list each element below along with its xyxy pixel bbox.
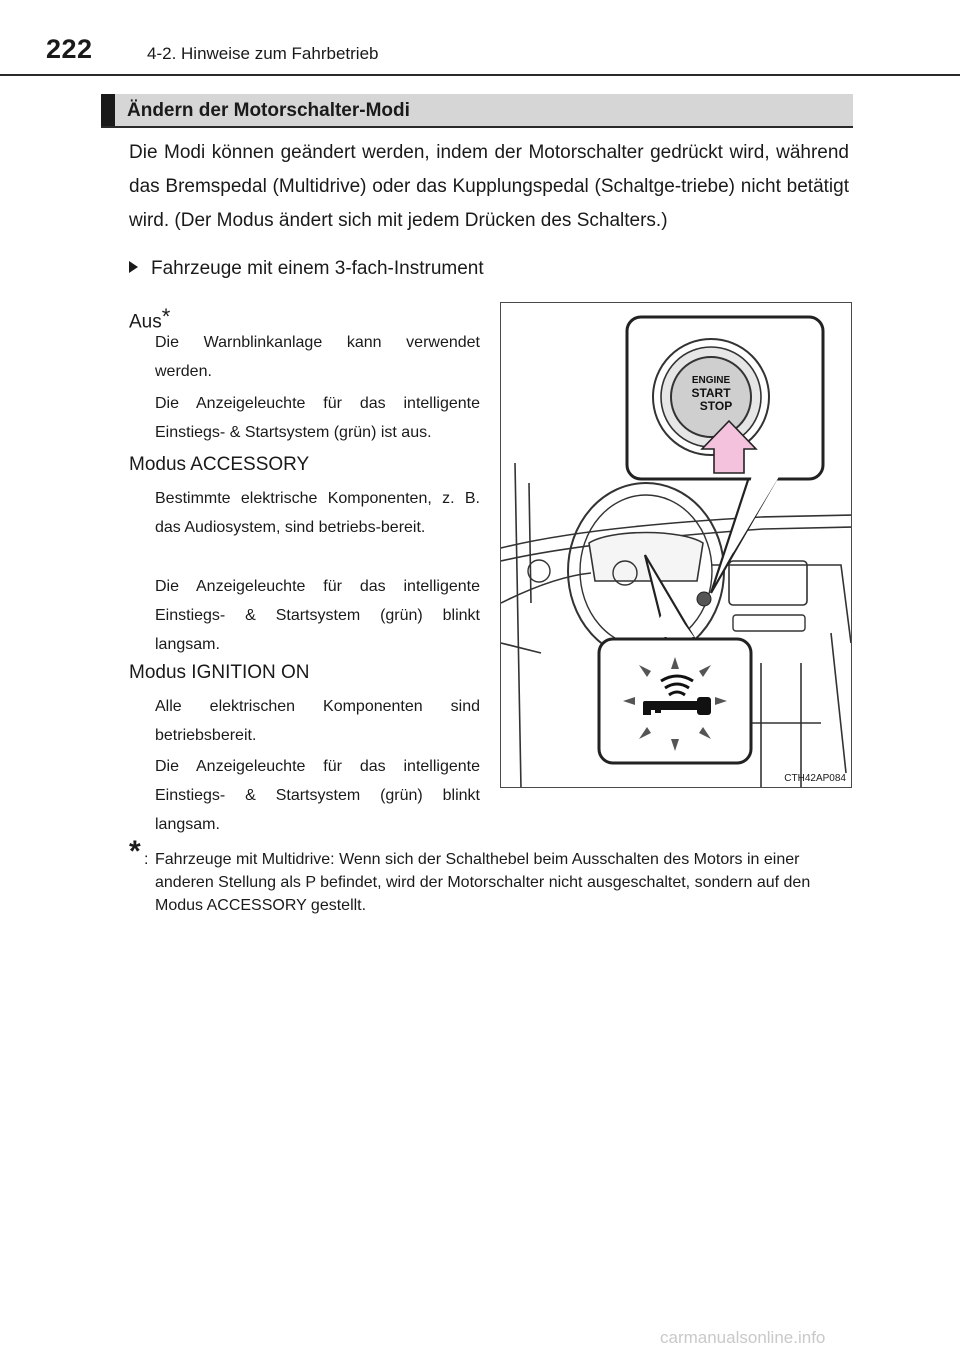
button-label-line-3: STOP bbox=[699, 399, 733, 413]
mode-ignition-desc-2: Die Anzeigeleuchte für das intelligente Einstiegs- & Startsystem (grün) blinkt langsam. bbox=[155, 758, 480, 833]
air-vent-left bbox=[528, 560, 550, 582]
section-heading-bar bbox=[101, 94, 853, 128]
chapter-title: 4-2. Hinweise zum Fahrbetrieb bbox=[147, 44, 379, 63]
footnote-colon: : bbox=[144, 851, 149, 868]
header-divider bbox=[0, 74, 960, 76]
figure-code: CTH42AP084 bbox=[784, 773, 846, 784]
vehicle-type-label: Fahrzeuge mit einem 3-fach-Instrument bbox=[151, 258, 484, 279]
footnote-marker: * bbox=[161, 304, 171, 329]
center-vent bbox=[733, 615, 805, 631]
watermark-text: carmanualsonline.info bbox=[660, 1328, 826, 1347]
mode-off-desc-2: Die Anzeigeleuchte für das intelligente Einstiegs- & Startsystem (grün) ist aus. bbox=[155, 395, 480, 441]
section-accent bbox=[101, 94, 115, 126]
button-label-line-2: START bbox=[691, 386, 731, 400]
mode-title-ignition-on: Modus IGNITION ON bbox=[129, 662, 310, 683]
mode-ignition-desc-1: Alle elektrischen Komponenten sind betriebsbereit. bbox=[155, 698, 480, 744]
page-number: 222 bbox=[46, 34, 93, 64]
footnote-star: * bbox=[129, 835, 141, 868]
mode-off-desc-1: Die Warnblinkanlage kann verwendet werden. bbox=[155, 334, 480, 380]
engine-switch-illustration bbox=[500, 302, 852, 788]
engine-switch-location bbox=[697, 592, 711, 606]
footnote bbox=[129, 835, 853, 917]
button-label-line-1: ENGINE bbox=[691, 375, 731, 386]
section-title: Ändern der Motorschalter-Modi bbox=[127, 100, 410, 121]
triangle-bullet-icon bbox=[129, 261, 138, 273]
vehicle-type-line bbox=[129, 258, 484, 280]
dashboard-drawing bbox=[501, 303, 852, 788]
page-header bbox=[0, 0, 960, 78]
intro-paragraph: Die Modi können geändert werden, indem der Motorschalter gedrückt wird, während das Bremspedal (Multidrive) oder das Kupplungspedal (Schaltge-triebe) nicht betätigt wird. (Der Modus ändert sich mit jedem Drücken des Schalters.) bbox=[129, 142, 849, 231]
mode-title-accessory: Modus ACCESSORY bbox=[129, 454, 310, 475]
mode-accessory-desc-2: Die Anzeigeleuchte für das intelligente Einstiegs- & Startsystem (grün) blinkt langsam. bbox=[155, 578, 480, 653]
mode-title-text: Aus bbox=[129, 311, 162, 333]
mode-accessory-desc-1: Bestimmte elektrische Komponenten, z. B. das Audiosystem, sind betriebs-bereit. bbox=[155, 490, 480, 536]
footnote-text: Fahrzeuge mit Multidrive: Wenn sich der Schalthebel beim Ausschalten des Motors in einer anderen Stellung als P befindet, wird der Motorschalter nicht ausgeschaltet, sondern auf den Modus ACCESSORY gestellt. bbox=[155, 851, 811, 914]
center-display bbox=[729, 561, 807, 605]
